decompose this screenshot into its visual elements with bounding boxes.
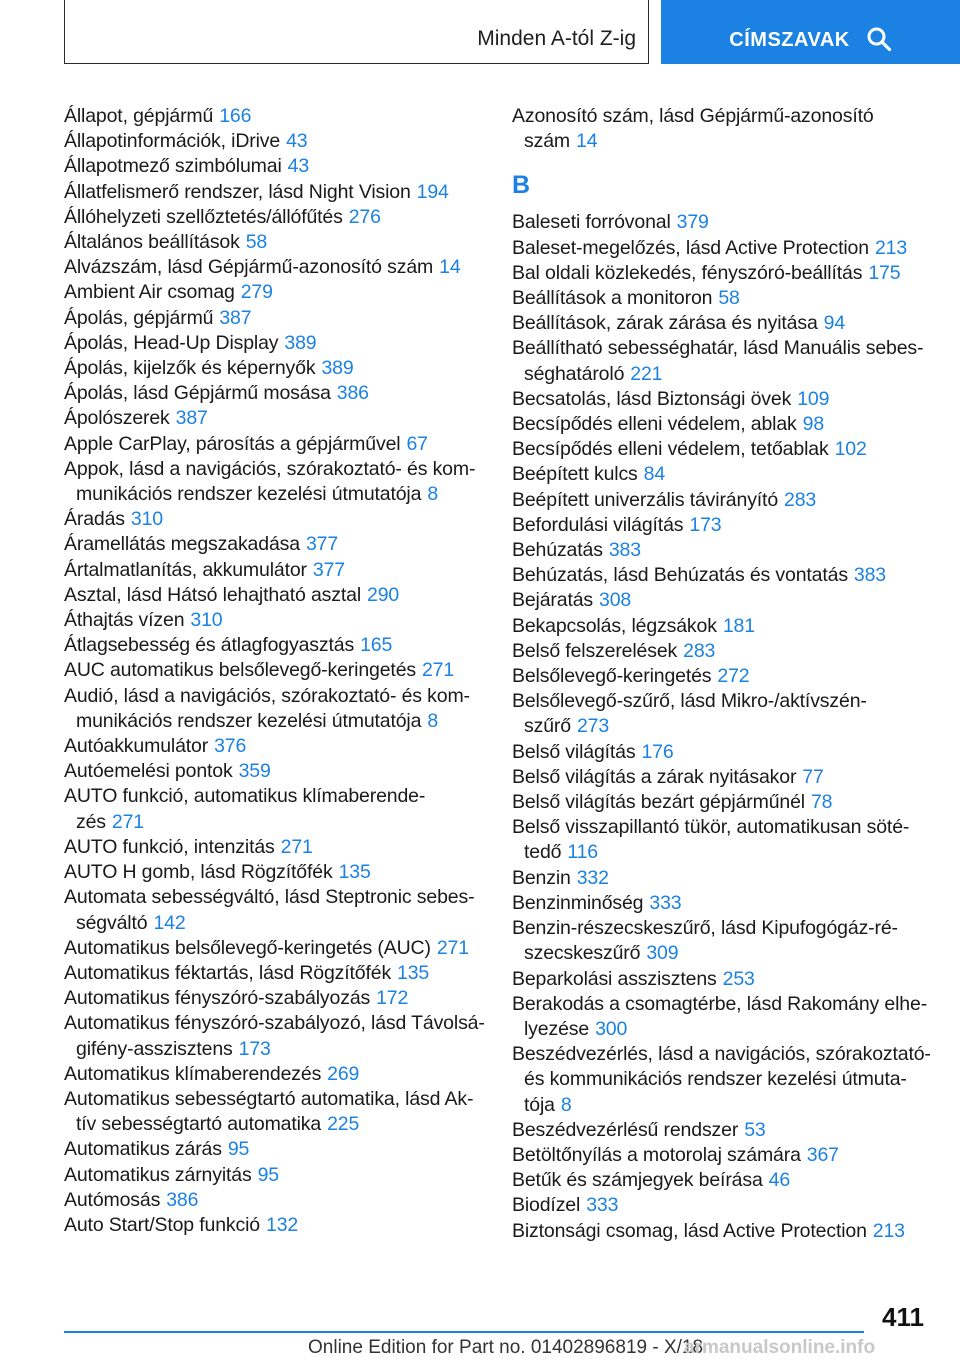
page-reference-link[interactable]: 377 (305, 533, 339, 556)
index-entry-text: Asztal, lásd Hátsó lehajtható asztal (64, 583, 362, 606)
page-reference-link[interactable]: 181 (722, 614, 755, 637)
keywords-label: CÍMSZAVAK (729, 28, 850, 51)
index-entry (512, 437, 932, 462)
index-entry-text: AUTO H gomb, lásd Rögzítőfék (64, 861, 333, 884)
index-entry-text: Biztonsági csomag, lásd Active Protection (512, 1219, 867, 1242)
index-entry-text: Belsőlevegő-szűrő, lásd Mikro-/aktívszén- (512, 690, 867, 713)
page-reference-link[interactable]: 379 (676, 211, 709, 234)
page-reference-link[interactable]: 271 (421, 659, 455, 682)
index-entry (512, 614, 932, 639)
index-entry-text: munikációs rendszer kezelési útmutatója (76, 483, 422, 506)
index-entry (512, 513, 932, 538)
index-entry (64, 860, 484, 885)
index-entry-text: Beépített kulcs (512, 463, 638, 486)
index-entry-text: Beszédvezérlésű rendszer (512, 1118, 739, 1141)
index-column-right (512, 104, 932, 1244)
index-entry (64, 356, 484, 381)
index-entry-text: Autóakkumulátor (64, 735, 209, 758)
page-reference-link[interactable]: 102 (834, 438, 867, 461)
page-reference-link[interactable]: 273 (576, 715, 610, 738)
index-entry-text: Beállítások a monitoron (512, 287, 713, 310)
page-reference-link[interactable]: 300 (595, 1017, 628, 1040)
index-entry-text: séghatároló (524, 362, 625, 385)
footer-divider (64, 1331, 864, 1333)
index-entry (64, 1011, 484, 1061)
index-entry-text: Ápolás, kijelzők és képernyők (64, 357, 316, 380)
page-reference-link[interactable]: 94 (823, 312, 846, 335)
index-entry-text: Bekapcsolás, légzsákok (512, 614, 717, 637)
index-entry-text: Benzin-részecskeszűrő, lásd Kipufogógáz-ré- (512, 917, 898, 940)
page-reference-link[interactable]: 142 (153, 911, 186, 934)
index-entry (512, 866, 932, 891)
page-reference-link[interactable]: 279 (240, 281, 273, 304)
section-letter: B (512, 171, 531, 200)
page-reference-link[interactable]: 116 (567, 841, 598, 864)
page-reference-link[interactable]: 332 (576, 866, 609, 889)
page-reference-link[interactable]: 271 (436, 936, 469, 959)
index-entry (512, 992, 932, 1042)
index-entry (64, 532, 484, 557)
index-entry-text: Berakodás a csomagtérbe, lásd Rakomány elhe- (512, 992, 928, 1015)
page-reference-link[interactable]: 95 (227, 1138, 250, 1161)
index-entry (64, 230, 484, 255)
index-entry-text: Apple CarPlay, párosítás a gépjárművel (64, 432, 401, 455)
page-reference-link[interactable]: 67 (406, 432, 428, 455)
index-entry-text: Behúzatás (512, 539, 603, 562)
page-reference-link[interactable]: 135 (338, 861, 371, 884)
index-entry (64, 406, 484, 431)
page-reference-link[interactable]: 14 (439, 256, 461, 279)
page-reference-link[interactable]: 376 (214, 735, 247, 758)
page-reference-link[interactable]: 387 (175, 407, 208, 430)
page-reference-link[interactable]: 173 (238, 1037, 271, 1060)
index-entry (512, 639, 932, 664)
index-entry-text: Becsatolás, lásd Biztonsági övek (512, 387, 792, 410)
index-entry-text: Baleseti forróvonal (512, 211, 671, 234)
index-entry-text: Automatikus klímaberendezés (64, 1062, 322, 1085)
page-reference-link[interactable]: 367 (806, 1143, 839, 1166)
index-entry-text: Automata sebességváltó, lásd Steptronic sebes- (64, 886, 475, 909)
index-entry (512, 1168, 932, 1193)
page-reference-link[interactable]: 14 (576, 130, 598, 153)
index-column-left (64, 104, 484, 1238)
page-reference-link[interactable]: 389 (321, 357, 354, 380)
index-entry (512, 286, 932, 311)
index-entry-text: Ápolás, lásd Gépjármű mosása (64, 382, 331, 405)
index-entry-text: Belső világítás a zárak nyitásakor (512, 765, 797, 788)
index-entry (64, 885, 484, 935)
page-reference-link[interactable]: 269 (327, 1062, 360, 1085)
index-entry-text: Bejáratás (512, 589, 594, 612)
page-reference-link[interactable]: 272 (717, 665, 750, 688)
index-entry-text: Betöltőnyílás a motorolaj számára (512, 1143, 801, 1166)
page-reference-link[interactable]: 276 (348, 205, 381, 228)
page-reference-link[interactable]: 221 (630, 362, 663, 385)
index-entry (512, 790, 932, 815)
index-entry-text: Automatikus zárás (64, 1138, 222, 1161)
index-entry (64, 633, 484, 658)
index-entry (512, 1118, 932, 1143)
index-entry-text: Belső világítás bezárt gépjárműnél (512, 791, 805, 814)
page-reference-link[interactable]: 173 (689, 513, 722, 536)
page-reference-link[interactable]: 58 (718, 287, 740, 310)
index-entry (64, 507, 484, 532)
index-entry (512, 765, 932, 790)
index-entry (512, 891, 932, 916)
page-reference-link[interactable]: 333 (586, 1194, 619, 1217)
index-entry-text: AUC automatikus belsőlevegő-keringetés (64, 659, 416, 682)
index-entry-text: Befordulási világítás (512, 513, 684, 536)
index-entry-text: Automatikus belsőlevegő-keringetés (AUC) (64, 936, 431, 959)
page-reference-link[interactable]: 383 (853, 564, 887, 587)
index-entry-text: Állapot, gépjármű (64, 105, 214, 127)
index-entry-text: Átlagsebesség és átlagfogyasztás (64, 634, 355, 657)
index-entry-text: Biodízel (512, 1194, 581, 1217)
index-entry-text: tedő (524, 841, 562, 864)
index-entry (64, 381, 484, 406)
index-entry-text: Beállítások, zárak zárása és nyitása (512, 312, 818, 335)
page-reference-link[interactable]: 310 (190, 609, 223, 632)
page-reference-link[interactable]: 310 (130, 508, 163, 531)
index-entry-text: gifény-asszisztens (76, 1037, 233, 1060)
index-entry (512, 412, 932, 437)
index-entry (64, 1062, 484, 1087)
index-entry-text: Beépített univerzális távirányító (512, 488, 779, 511)
page-reference-link[interactable]: 225 (327, 1113, 360, 1136)
page-reference-link[interactable]: 271 (280, 835, 313, 858)
index-entry (512, 1042, 932, 1118)
index-entry (512, 236, 932, 261)
page-reference-link[interactable]: 53 (744, 1118, 766, 1141)
nav-tab-a-to-z[interactable] (64, 0, 649, 64)
index-entry (64, 154, 484, 179)
index-entry (64, 1213, 484, 1238)
page-reference-link[interactable]: 386 (166, 1188, 199, 1211)
page-reference-link[interactable]: 109 (797, 387, 830, 410)
page-reference-link[interactable]: 387 (219, 306, 252, 329)
index-entry-text: Automatikus sebességtartó automatika, lásd Ak- (64, 1087, 474, 1110)
index-entry (512, 538, 932, 563)
index-entry-text: szecskeszűrő (524, 942, 641, 965)
index-entry (512, 488, 932, 513)
index-entry-text: Áramellátás megszakadása (64, 533, 300, 556)
index-entry-text: Beparkolási asszisztens (512, 967, 717, 990)
index-entry-text: Ápolás, gépjármű (64, 306, 214, 329)
index-entry-text: Auto Start/Stop funkció (64, 1213, 260, 1236)
page-reference-link[interactable]: 290 (367, 583, 400, 606)
index-entry-text: AUTO funkció, intenzitás (64, 835, 275, 858)
page-reference-link[interactable]: 176 (641, 740, 674, 763)
index-entry-text: Belső világítás (512, 740, 636, 763)
index-entry-text: Becsípődés elleni védelem, tetőablak (512, 438, 829, 461)
page-reference-link[interactable]: 383 (608, 539, 641, 562)
index-entry (64, 961, 484, 986)
index-entry-text: zés (76, 810, 106, 833)
index-entry (512, 311, 932, 336)
page-reference-link[interactable]: 386 (336, 382, 369, 405)
index-entry (512, 1193, 932, 1218)
index-entry-text: szám (524, 130, 570, 153)
index-entry (64, 205, 484, 230)
index-entry (64, 658, 484, 683)
index-entry-text: Alvázszám, lásd Gépjármű-azonosító szám (64, 256, 434, 279)
index-entry (64, 104, 484, 129)
index-entry (512, 815, 932, 865)
index-entry (512, 1143, 932, 1168)
index-entry-text: lyezése (524, 1017, 590, 1040)
keywords-search-button[interactable] (661, 0, 960, 64)
index-entry-text: Ápolószerek (64, 407, 170, 430)
page-reference-link[interactable]: 77 (802, 765, 824, 788)
page-reference-link[interactable]: 98 (802, 413, 825, 436)
index-entry (64, 734, 484, 759)
page-reference-link[interactable]: 359 (238, 760, 271, 783)
search-icon (866, 26, 892, 52)
index-entry (64, 457, 484, 507)
index-entry-text: Állóhelyzeti szellőztetés/állófűtés (64, 205, 343, 228)
index-entry-text: szűrő (524, 715, 571, 738)
index-entry-text: tív sebességtartó automatika (76, 1113, 322, 1136)
index-entry-text: Autóemelési pontok (64, 760, 233, 783)
index-entry (64, 784, 484, 834)
index-entry (512, 588, 932, 613)
index-entry (512, 689, 932, 739)
page-reference-link[interactable]: 213 (874, 236, 908, 259)
page-reference-link[interactable]: 165 (360, 634, 393, 657)
index-entry-text: ségváltó (76, 911, 148, 934)
index-entry (512, 261, 932, 286)
index-entry-text: Belső visszapillantó tükör, automatikusan söté- (512, 816, 910, 839)
page-reference-link[interactable]: 58 (245, 231, 268, 254)
index-entry (512, 210, 932, 235)
index-entry-text: Audió, lásd a navigációs, szórakoztató- és kom- (64, 684, 470, 707)
page-reference-link[interactable]: 253 (722, 967, 755, 990)
index-entry-text: Állapotmező szimbólumai (64, 155, 282, 178)
index-entry-text: Beállítható sebességhatár, lásd Manuális sebes- (512, 337, 924, 360)
index-entry (512, 1219, 932, 1244)
index-entry (64, 180, 484, 205)
index-entry-text: Automatikus féktartás, lásd Rögzítőfék (64, 961, 392, 984)
index-entry-text: Bal oldali közlekedés, fényszóró-beállítás (512, 261, 863, 284)
index-entry (64, 255, 484, 280)
index-entry-text: Automatikus fényszóró-szabályozás (64, 987, 371, 1010)
index-entry (64, 306, 484, 331)
index-entry (64, 1137, 484, 1162)
page-reference-link[interactable]: 333 (649, 891, 682, 914)
index-entry (512, 104, 932, 154)
page-reference-link[interactable]: 43 (287, 155, 310, 178)
index-entry-text: Azonosító szám, lásd Gépjármű-azonosító (512, 105, 874, 127)
index-entry (64, 986, 484, 1011)
page-reference-link[interactable]: 308 (599, 589, 632, 612)
index-entry-text: munikációs rendszer kezelési útmutatója (76, 709, 422, 732)
page-reference-link[interactable]: 172 (376, 987, 409, 1010)
index-entry (64, 608, 484, 633)
index-entry-text: Állapotinformációk, iDrive (64, 130, 281, 153)
index-entry-text: AUTO funkció, automatikus klímaberende- (64, 785, 426, 808)
page-reference-link[interactable]: 43 (286, 130, 308, 153)
index-entry-text: Áthajtás vízen (64, 609, 185, 632)
page-reference-link[interactable]: 377 (312, 558, 345, 581)
index-entry-text: Beszédvezérlés, lásd a navigációs, szórakoztató- (512, 1043, 931, 1066)
index-entry (64, 835, 484, 860)
index-entry (64, 1087, 484, 1137)
page-reference-link[interactable]: 175 (868, 261, 901, 284)
index-entry (64, 280, 484, 305)
page-reference-link[interactable]: 283 (683, 639, 716, 662)
page-reference-link[interactable]: 213 (872, 1219, 905, 1242)
index-entry (512, 967, 932, 992)
index-entry (64, 558, 484, 583)
index-entry (64, 1163, 484, 1188)
index-entry-text: tója (524, 1093, 555, 1116)
index-entry-text: Appok, lásd a navigációs, szórakoztató- és kom- (64, 457, 476, 480)
index-entry (512, 740, 932, 765)
page-reference-link[interactable]: 8 (560, 1093, 572, 1116)
index-entry-text: Belső felszerelések (512, 639, 678, 662)
index-entry-text: Benzin (512, 866, 571, 889)
index-entry (512, 664, 932, 689)
page-reference-link[interactable]: 271 (111, 810, 144, 833)
index-entry-text: Áradás (64, 508, 125, 531)
index-entry (512, 916, 932, 966)
index-entry-text: Baleset-megelőzés, lásd Active Protection (512, 236, 869, 259)
index-entry-text: Benzinminőség (512, 891, 644, 914)
index-entry-text: Automatikus zárnyitás (64, 1163, 252, 1186)
index-entry (512, 563, 932, 588)
page-reference-link[interactable]: 389 (284, 331, 317, 354)
page-number: 411 (882, 1302, 924, 1332)
page-reference-link[interactable]: 8 (427, 483, 439, 506)
index-entry-text: Betűk és számjegyek beírása (512, 1169, 763, 1192)
index-entry (512, 336, 932, 386)
index-entry (512, 462, 932, 487)
watermark: armanualsonline.info (684, 1337, 876, 1358)
index-entry (64, 583, 484, 608)
index-entry-text: Behúzatás, lásd Behúzatás és vontatás (512, 564, 848, 587)
page-reference-link[interactable]: 166 (219, 105, 252, 127)
index-entry (64, 432, 484, 457)
page-reference-link[interactable]: 283 (784, 488, 817, 511)
index-entry-text: Általános beállítások (64, 231, 240, 254)
index-entry-text: Autómosás (64, 1188, 161, 1211)
page-reference-link[interactable]: 46 (768, 1169, 791, 1192)
index-entry-text: és kommunikációs rendszer kezelési útmuta- (524, 1068, 907, 1091)
index-entry-text: Ambient Air csomag (64, 281, 235, 304)
edition-text: Online Edition for Part no. 01402896819 - X/18 (308, 1337, 704, 1358)
index-entry-text: Automatikus fényszóró-szabályozó, lásd Távolsá- (64, 1012, 485, 1035)
index-entry-text: Állatfelismerő rendszer, lásd Night Vision (64, 180, 411, 203)
page-reference-link[interactable]: 132 (266, 1213, 299, 1236)
index-entry-text: Becsípődés elleni védelem, ablak (512, 413, 797, 436)
index-entry (64, 331, 484, 356)
page-reference-link[interactable]: 194 (416, 180, 449, 203)
index-entry-text: Belsőlevegő-keringetés (512, 665, 712, 688)
page-reference-link[interactable]: 309 (646, 942, 679, 965)
page-reference-link[interactable]: 78 (810, 791, 833, 814)
index-entry (64, 1188, 484, 1213)
index-entry (64, 129, 484, 154)
page-reference-link[interactable]: 84 (643, 463, 666, 486)
index-entry (512, 387, 932, 412)
page-reference-link[interactable]: 8 (427, 709, 439, 732)
page-reference-link[interactable]: 95 (257, 1163, 279, 1186)
index-entry-text: Ártalmatlanítás, akkumulátor (64, 558, 307, 581)
index-entry (64, 684, 484, 734)
nav-tab-label: Minden A-tól Z-ig (477, 27, 636, 50)
index-entry (64, 936, 484, 961)
index-entry-text: Ápolás, Head-Up Display (64, 331, 279, 354)
index-entry (64, 759, 484, 784)
page-reference-link[interactable]: 135 (397, 961, 430, 984)
